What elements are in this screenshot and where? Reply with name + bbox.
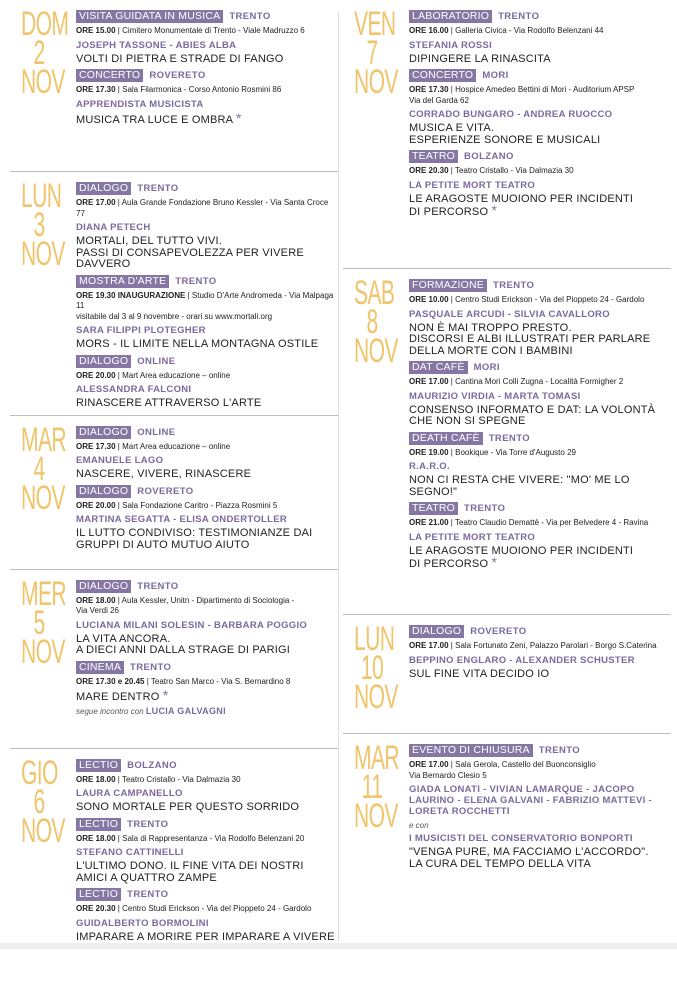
event-item (409, 743, 671, 870)
event-title-text: LE ARAGOSTE MUOIONO PER INCIDENTI DI PERCORSO (409, 192, 634, 218)
event-type-badge: DIALOGO (76, 485, 131, 498)
event-title (409, 405, 671, 428)
event-time: ORE 18.00 (76, 774, 116, 784)
event-info: ORE 17.00 | Cantina Mori Colli Zugna - Località Formigher 2 (409, 377, 624, 386)
event-speakers: R.A.R.O. (409, 461, 450, 472)
event-title (409, 54, 671, 66)
event-speakers: EMANUELE LAGO (76, 455, 164, 466)
date-month: NOV (354, 332, 398, 370)
event-time: ORE 17.00 (76, 198, 116, 207)
event-speakers-2: I MUSICISTI DEL CONSERVATORIO BONPORTI (409, 833, 633, 844)
note-name: LUCIA GALVAGNI (145, 705, 226, 716)
event-item (76, 354, 338, 410)
day-block (343, 615, 671, 734)
event-info: ORE 19.30 INAUGURAZIONE | Studio D'Arte Andromeda - Via Malpaga 11 visitabile dal 3 al 9 novembre - orari su www.mortali.org (76, 290, 334, 321)
event-city: TRENTO (493, 280, 535, 291)
date-month: NOV (354, 63, 398, 101)
date-badge (10, 753, 68, 850)
date-month: NOV (21, 478, 65, 517)
event-city: ROVERETO (137, 485, 194, 497)
event-place: Centro Studi Erickson - Via del Pioppeto 24 - Gardolo (122, 904, 312, 913)
event-title (76, 687, 338, 704)
event-info: ORE 17.30 | Sala Filarmonica - Corso Antonio Rosmini 86 (76, 85, 282, 94)
event-type-badge: TEATRO (409, 502, 458, 515)
event-speakers: BEPPINO ENGLARO - ALEXANDER SCHUSTER (409, 654, 635, 666)
event-title-text: DIPINGERE LA RINASCITA (409, 52, 551, 65)
event-item (409, 149, 671, 219)
event-place: Cantina Mori Colli Zugna - Località Formigher 2 (455, 377, 624, 386)
event-type-badge: DIALOGO (76, 182, 131, 195)
event-type-badge: DIALOGO (409, 625, 464, 638)
event-time: ORE 21.00 (409, 518, 449, 527)
event-speakers: ALESSANDRA FALCONI (76, 384, 192, 395)
event-info: ORE 20.30 | Centro Studi Erickson - Via del Pioppeto 24 - Gardolo (76, 904, 312, 913)
event-city: TRENTO (130, 661, 172, 673)
date-day: VEN (354, 5, 396, 43)
date-badge (10, 420, 68, 517)
event-header (76, 817, 338, 832)
event-item (76, 274, 338, 351)
event-type-badge: LECTIO (76, 888, 121, 901)
event-place: Aula Kessler, Unitn - Dipartimento di Sociologia - Via Verdi 26 (76, 595, 295, 615)
event-list (409, 624, 671, 680)
event-type-badge: MOSTRA D'ARTE (76, 275, 169, 288)
event-item (76, 579, 338, 657)
event-title-text: SUL FINE VITA DECIDO IO (409, 667, 550, 680)
event-title (409, 123, 671, 146)
event-header (76, 354, 338, 369)
event-time: ORE 18.00 (76, 595, 116, 605)
date-month: NOV (21, 632, 65, 671)
event-title-text: IMPARARE A MORIRE PER IMPARARE A VIVERE (76, 930, 335, 943)
event-title (76, 932, 338, 944)
event-city: ONLINE (137, 426, 176, 438)
event-title (76, 339, 338, 351)
event-speakers: GUIDALBERTO BORMOLINI (76, 917, 209, 929)
event-city: TRENTO (137, 183, 179, 194)
date-day: LUN (21, 177, 62, 215)
event-title-text: L'ULTIMO DONO. IL FINE VITA DEI NOSTRI AMICI A QUATTRO ZAMPE (76, 860, 304, 884)
event-list (76, 425, 338, 552)
event-city: TRENTO (127, 818, 169, 830)
event-list (409, 743, 671, 870)
event-info: ORE 19.00 | Bookique - Via Torre d'Augusto 29 (409, 447, 576, 457)
event-city: ROVERETO (470, 626, 527, 637)
event-type-badge: VISITA GUIDATA IN MUSICA (76, 10, 223, 23)
event-info: ORE 18.00 | Aula Kessler, Unitn - Dipartimento di Sociologia - Via Verdi 26 (76, 595, 295, 615)
event-header (409, 624, 671, 639)
date-badge (343, 739, 401, 835)
event-time: ORE 19.30 INAUGURAZIONE (76, 290, 186, 300)
event-place: Sala Filarmonica - Corso Antonio Rosmini 86 (122, 85, 282, 94)
event-place: Teatro Claudio Demattè - Via per Belvedere 4 - Ravina (454, 518, 649, 527)
event-info: ORE 17.30 e 20.45 | Teatro San Marco - Via S. Bernardino 8 (76, 676, 291, 686)
event-title (409, 546, 671, 571)
event-title-text: LA VITA ANCORA. A DIECI ANNI DALLA STRAGE DI PARIGI (76, 632, 291, 656)
event-item (76, 181, 338, 271)
event-place: Sala di Rappresentanza - Via Rodolfo Belenzani 20 (122, 833, 305, 843)
event-header (76, 274, 338, 289)
event-speakers: PASQUALE ARCUDI - SILVIA CAVALLORO (409, 308, 610, 320)
event-info: ORE 21.00 | Teatro Claudio Demattè - Via per Belvedere 4 - Ravina (409, 518, 649, 527)
event-type-badge: EVENTO DI CHIUSURA (409, 744, 533, 757)
day-block (10, 172, 338, 416)
event-speakers: LA PETITE MORT TEATRO (409, 179, 536, 191)
event-place: Sala Fortunato Zeni, Palazzo Parolari - Borgo S.Caterina (455, 641, 657, 650)
event-type-badge: DIALOGO (76, 580, 131, 593)
event-speakers: MAURIZIO VIRDIA - MARTA TOMASI (409, 390, 581, 402)
event-title (409, 194, 671, 219)
event-place: Teatro Cristallo - Via Dalmazia 30 (121, 774, 241, 784)
date-month: NOV (21, 63, 65, 101)
event-time: ORE 17.30 (409, 85, 449, 94)
event-title-text: CONSENSO INFORMATO E DAT: LA VOLONTÀ CHE NON SI SPEGNE (409, 403, 656, 427)
date-day: MER (21, 574, 67, 613)
event-time: ORE 17.30 (76, 85, 116, 94)
event-speakers: JOSEPH TASSONE - ABIES ALBA (76, 39, 237, 51)
event-type-badge: LABORATORIO (409, 10, 492, 23)
event-header (409, 743, 671, 758)
event-place: Sala Fondazione Caritro - Piazza Rosmini 5 (122, 500, 278, 510)
event-title (76, 54, 338, 66)
event-city: TRENTO (464, 503, 506, 514)
event-city: ONLINE (137, 355, 176, 367)
day-block (10, 749, 338, 987)
date-badge (343, 5, 401, 101)
date-day: LUN (354, 620, 395, 658)
event-title-text: LE ARAGOSTE MUOIONO PER INCIDENTI DI PERCORSO (409, 544, 634, 570)
event-item (76, 484, 338, 552)
asterisk-icon: * (235, 109, 242, 126)
event-title-text: IL LUTTO CONDIVISO: TESTIMONIANZE DAI GRUPPI DI AUTO MUTUO AIUTO (76, 527, 313, 551)
date-month: NOV (354, 797, 398, 835)
date-day: GIO (21, 753, 58, 792)
event-title-text: NON CI RESTA CHE VIVERE: "MO' ME LO SEGNO!" (409, 474, 630, 498)
date-badge (10, 574, 68, 671)
event-city: TRENTO (538, 745, 581, 756)
date-badge (10, 5, 69, 101)
event-type-badge: DIALOGO (76, 355, 131, 368)
event-header (409, 68, 671, 83)
event-header (409, 431, 671, 446)
event-note (76, 706, 338, 716)
event-header (76, 9, 338, 24)
event-speakers: CORRADO BUNGARO - ANDREA RUOCCO (409, 109, 613, 120)
day-block (10, 0, 338, 172)
event-title-text: RINASCERE ATTRAVERSO L'ARTE (76, 397, 262, 409)
event-item (76, 817, 338, 885)
event-time: ORE 19.00 (409, 447, 449, 457)
event-item (409, 68, 671, 146)
event-header (76, 758, 338, 773)
event-item (76, 660, 338, 716)
event-list (76, 181, 338, 410)
event-city: TRENTO (127, 889, 169, 900)
event-info: ORE 20.00 | Mart Area educazione – online (76, 370, 231, 380)
event-city: BOLZANO (127, 759, 177, 771)
day-block (343, 0, 671, 269)
date-day: MAR (21, 420, 67, 459)
event-time: ORE 20.30 (409, 166, 449, 175)
event-title-text: MUSICA TRA LUCE E OMBRA (76, 113, 233, 126)
event-place: Mart Area educazione – online (122, 370, 231, 380)
date-badge (343, 620, 401, 716)
event-info: ORE 17.00 | Aula Grande Fondazione Bruno Kessler - Via Santa Croce 77 (76, 198, 329, 218)
event-time: ORE 18.00 (76, 833, 116, 843)
event-city: ROVERETO (149, 70, 206, 81)
event-header (409, 501, 671, 516)
event-title (76, 861, 338, 884)
event-info: ORE 17.00 | Sala Fortunato Zeni, Palazzo Parolari - Borgo S.Caterina (409, 641, 657, 650)
event-place: Sala Gerola, Castello del Buonconsiglio Via Bernardo Clesio 5 (409, 760, 596, 780)
date-num: 10 (360, 649, 384, 687)
column-divider (338, 12, 339, 942)
event-place: Bookique - Via Torre d'Augusto 29 (455, 447, 576, 457)
event-title (76, 469, 338, 481)
event-city: MORI (473, 362, 500, 373)
left-column (10, 0, 338, 987)
event-time: ORE 17.30 (76, 441, 116, 451)
event-title-text: NASCERE, VIVERE, RINASCERE (76, 468, 252, 480)
event-info: ORE 20.30 | Teatro Cristallo - Via Dalmazia 30 (409, 166, 574, 175)
event-type-badge: LECTIO (76, 818, 121, 831)
date-num: 8 (366, 303, 378, 341)
event-header (409, 278, 671, 293)
date-day: MAR (354, 739, 400, 777)
event-title (76, 109, 338, 127)
day-block (10, 416, 338, 570)
event-title (76, 802, 338, 814)
event-title (76, 398, 338, 410)
event-type-badge: DAT CAFÈ (409, 361, 468, 374)
event-speakers: LAURA CAMPANELLO (76, 788, 183, 799)
event-city: TRENTO (137, 580, 179, 592)
event-list (76, 758, 338, 944)
event-info: ORE 18.00 | Teatro Cristallo - Via Dalmazia 30 (76, 774, 241, 784)
event-type-badge: CINEMA (76, 661, 124, 674)
event-item (76, 758, 338, 814)
event-time: ORE 10.00 (409, 295, 449, 304)
day-block (343, 269, 671, 615)
event-place: Centro Studi Erickson - Via del Pioppeto 24 - Gardolo (455, 295, 645, 304)
event-header (409, 9, 671, 24)
date-badge (343, 274, 401, 370)
date-num: 11 (361, 768, 383, 806)
event-info: ORE 18.00 | Sala di Rappresentanza - Via Rodolfo Belenzani 20 (76, 833, 305, 843)
note-prefix: segue incontro con (76, 706, 144, 716)
event-item (409, 360, 671, 428)
event-item (76, 887, 338, 943)
event-city: TRENTO (175, 275, 217, 287)
event-item (409, 278, 671, 357)
event-time: ORE 20.00 (76, 370, 116, 380)
asterisk-icon: * (491, 202, 498, 218)
event-list (76, 9, 338, 126)
event-title-text: "VENGA PURE, MA FACCIAMO L'ACCORDO". LA CURA DEL TEMPO DELLA VITA (409, 846, 649, 870)
event-title (409, 847, 671, 870)
event-title (76, 236, 338, 271)
event-speakers: DIANA PETECH (76, 222, 151, 233)
event-item (409, 431, 671, 499)
event-place: Cimitero Monumentale di Trento - Viale Madruzzo 6 (122, 26, 305, 35)
event-item (409, 9, 671, 65)
date-month: NOV (21, 811, 65, 850)
event-title-text: VOLTI DI PIETRA E STRADE DI FANGO (76, 52, 284, 65)
date-badge (10, 177, 68, 273)
date-num: 5 (33, 603, 45, 642)
event-header (76, 68, 338, 83)
event-list (76, 579, 338, 716)
event-title-text: MUSICA E VITA. ESPERIENZE SONORE E MUSICALI (409, 122, 601, 146)
event-type-badge: CONCERTO (409, 69, 476, 82)
event-city: TRENTO (488, 432, 531, 444)
date-num: 2 (33, 34, 45, 72)
event-item (409, 624, 671, 680)
date-num: 3 (33, 206, 45, 244)
event-time: ORE 20.30 (76, 904, 116, 913)
event-place: Aula Grande Fondazione Bruno Kessler - Via Santa Croce 77 (76, 198, 329, 218)
event-speakers: STEFANIA ROSSI (409, 39, 493, 51)
event-title (76, 634, 338, 657)
event-title (409, 323, 671, 358)
event-speakers: GIADA LONATI - VIVIAN LAMARQUE - JACOPO LAURINO - ELENA GALVANI - FABRIZIO MATTEVI - LORETA ROCCHETTI (409, 784, 652, 817)
event-city: BOLZANO (464, 151, 514, 162)
event-info: ORE 17.30 | Mart Area educazione – online (76, 441, 231, 451)
event-speakers: APPRENDISTA MUSICISTA (76, 98, 204, 110)
event-title-text: MORS - IL LIMITE NELLA MONTAGNA OSTILE (76, 338, 319, 350)
event-title-text: SONO MORTALE PER QUESTO SORRIDO (76, 801, 300, 813)
event-time: ORE 15.00 (76, 26, 116, 35)
event-speakers: SARA FILIPPI PLOTEGHER (76, 325, 206, 336)
date-num: 4 (33, 449, 45, 488)
event-item (76, 9, 338, 65)
event-type-badge: CONCERTO (76, 69, 143, 82)
event-speakers: STEFANO CATTINELLI (76, 847, 184, 858)
event-info: ORE 16.00 | Galleria Civica - Via Rodolfo Belenzani 44 (409, 26, 604, 35)
event-title-text: NON È MAI TROPPO PRESTO. DISCORSI E ALBI ILLUSTRATI PER PARLARE DELLA MORTE CON I BAMBINI (409, 321, 651, 357)
event-title (409, 669, 671, 681)
event-city: MORI (482, 70, 509, 81)
event-time: ORE 20.00 (76, 500, 116, 510)
event-city: TRENTO (498, 11, 540, 22)
event-header (76, 425, 338, 440)
event-info: ORE 10.00 | Centro Studi Erickson - Via del Pioppeto 24 - Gardolo (409, 295, 645, 304)
bottom-strip (0, 943, 677, 949)
event-header (409, 360, 671, 375)
event-econ: e con (409, 821, 429, 830)
event-type-badge: DIALOGO (76, 426, 131, 439)
event-place: Mart Area educazione – online (122, 441, 231, 451)
date-day: SAB (354, 274, 395, 312)
event-type-badge: FORMAZIONE (409, 279, 487, 292)
event-info: ORE 17.30 | Hospice Amedeo Bettini di Mori - Auditorium APSP Via del Garda 62 (409, 85, 635, 105)
date-day: DOM (21, 5, 69, 43)
event-header (76, 181, 338, 196)
event-speakers: LA PETITE MORT TEATRO (409, 531, 536, 543)
event-time: ORE 17.00 (409, 377, 449, 386)
event-type-badge: LECTIO (76, 759, 121, 772)
event-time: ORE 17.00 (409, 760, 449, 769)
event-time: ORE 17.00 (409, 641, 449, 650)
event-header (76, 579, 338, 594)
event-header (76, 887, 338, 902)
event-title-text: MARE DENTRO (76, 691, 160, 703)
event-list (409, 9, 671, 219)
event-type-badge: TEATRO (409, 150, 458, 163)
event-speakers: MARTINA SEGATTA - ELISA ONDERTOLLER (76, 514, 288, 525)
event-info: ORE 15.00 | Cimitero Monumentale di Trento - Viale Madruzzo 6 (76, 26, 305, 35)
event-speakers: LUCIANA MILANI SOLESIN - BARBARA POGGIO (76, 619, 308, 631)
event-header (76, 484, 338, 499)
event-info: ORE 20.00 | Sala Fondazione Caritro - Piazza Rosmini 5 (76, 500, 278, 510)
event-item (409, 501, 671, 571)
event-list (409, 278, 671, 571)
day-block (343, 734, 671, 972)
event-info: ORE 17.00 | Sala Gerola, Castello del Buonconsiglio Via Bernardo Clesio 5 (409, 760, 596, 780)
event-title (76, 528, 338, 551)
event-place: Teatro Cristallo - Via Dalmazia 30 (454, 166, 574, 175)
event-time: ORE 16.00 (409, 26, 449, 35)
day-block (10, 570, 338, 749)
event-place: Galleria Civica - Via Rodolfo Belenzani 44 (455, 26, 604, 35)
event-header (76, 660, 338, 675)
right-column (343, 0, 671, 972)
date-num: 6 (33, 782, 45, 821)
event-header (409, 149, 671, 164)
event-type-badge: DEATH CAFÈ (409, 432, 483, 445)
event-place: Studio D'Arte Andromeda - Via Malpaga 11 visitabile dal 3 al 9 novembre - orari su www.mortali.org (76, 290, 334, 321)
event-city: TRENTO (229, 11, 271, 22)
event-item (76, 425, 338, 481)
date-month: NOV (21, 235, 65, 273)
asterisk-icon: * (162, 687, 169, 703)
event-time: ORE 17.30 e 20.45 (76, 676, 145, 686)
event-place: Hospice Amedeo Bettini di Mori - Auditorium APSP Via del Garda 62 (409, 85, 635, 105)
date-num: 7 (366, 34, 378, 72)
asterisk-icon: * (491, 554, 498, 570)
event-title (409, 475, 671, 498)
event-item (76, 68, 338, 126)
event-place: Teatro San Marco - Via S. Bernardino 8 (150, 676, 291, 686)
date-month: NOV (354, 678, 398, 716)
event-title-text: MORTALI, DEL TUTTO VIVI. PASSI DI CONSAPEVOLEZZA PER VIVERE DAVVERO (76, 235, 304, 270)
